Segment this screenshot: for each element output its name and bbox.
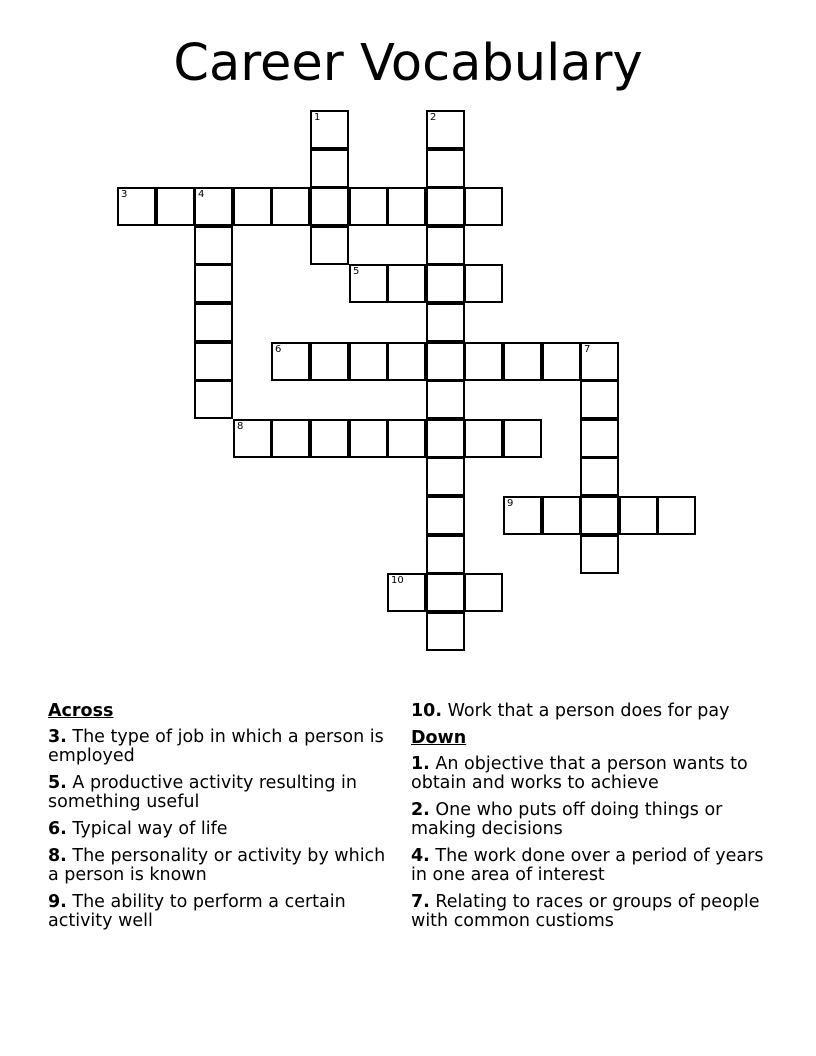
clue-down-1[interactable]: [411, 755, 781, 793]
grid-cell[interactable]: [271, 419, 310, 458]
grid-cell[interactable]: [426, 226, 465, 265]
grid-cell[interactable]: [271, 187, 310, 226]
grid-cell[interactable]: [349, 264, 388, 303]
grid-cell[interactable]: [503, 496, 542, 535]
cell-number: 2: [430, 112, 437, 123]
clue-number: 10.: [411, 701, 443, 721]
grid-cell[interactable]: [657, 496, 696, 535]
clue-number: 9.: [48, 892, 67, 912]
clue-text: A productive activity resulting in something useful: [48, 773, 357, 812]
grid-cell[interactable]: [426, 457, 465, 496]
grid-cell[interactable]: [194, 342, 233, 381]
grid-cell[interactable]: [503, 419, 542, 458]
cell-number: 10: [391, 575, 404, 586]
clue-number: 2.: [411, 800, 430, 820]
grid-cell[interactable]: [310, 226, 349, 265]
clue-across-9[interactable]: [48, 893, 393, 931]
grid-cell[interactable]: [426, 535, 465, 574]
grid-cell[interactable]: [387, 187, 426, 226]
grid-cell[interactable]: [542, 496, 581, 535]
down-heading: Down: [411, 728, 467, 748]
grid-cell[interactable]: [387, 342, 426, 381]
clue-down-4[interactable]: [411, 847, 781, 885]
clue-text: Typical way of life: [72, 819, 228, 839]
grid-cell[interactable]: [310, 110, 349, 149]
grid-cell[interactable]: [503, 342, 542, 381]
grid-cell[interactable]: [464, 264, 503, 303]
grid-cell[interactable]: [117, 187, 156, 226]
cell-number: 6: [275, 344, 282, 355]
grid-cell[interactable]: [310, 187, 349, 226]
grid-cell[interactable]: [580, 535, 619, 574]
across-heading: Across: [48, 701, 114, 721]
clue-text: Work that a person does for pay: [447, 701, 730, 721]
grid-cell[interactable]: [426, 149, 465, 188]
grid-cell[interactable]: [349, 187, 388, 226]
grid-cell[interactable]: [580, 496, 619, 535]
clue-across-6[interactable]: [48, 820, 393, 839]
clue-down-2[interactable]: [411, 801, 781, 839]
grid-cell[interactable]: [580, 342, 619, 381]
cell-number: 5: [353, 266, 360, 277]
grid-cell[interactable]: [194, 187, 233, 226]
clues-left-column: [48, 702, 393, 939]
grid-cell[interactable]: [233, 187, 272, 226]
grid-cell[interactable]: [426, 419, 465, 458]
cell-number: 8: [237, 421, 244, 432]
clue-number: 6.: [48, 819, 67, 839]
grid-cell[interactable]: [426, 573, 465, 612]
cell-number: 3: [121, 189, 128, 200]
clue-text: The work done over a period of years in one area of interest: [411, 846, 764, 885]
grid-cell[interactable]: [464, 419, 503, 458]
grid-cell[interactable]: [310, 419, 349, 458]
grid-cell[interactable]: [194, 380, 233, 419]
grid-cell[interactable]: [426, 110, 465, 149]
cell-number: 9: [507, 498, 514, 509]
grid-cell[interactable]: [194, 303, 233, 342]
grid-cell[interactable]: [349, 419, 388, 458]
grid-cell[interactable]: [464, 342, 503, 381]
clue-text: One who puts off doing things or making decisions: [411, 800, 723, 839]
grid-cell[interactable]: [619, 496, 658, 535]
grid-cell[interactable]: [426, 380, 465, 419]
clue-text: An objective that a person wants to obtain and works to achieve: [411, 754, 748, 793]
clue-number: 1.: [411, 754, 430, 774]
clue-across-3[interactable]: [48, 728, 393, 766]
clue-across-10[interactable]: [411, 702, 781, 721]
clues-right-column: [411, 702, 781, 939]
clue-text: The ability to perform a certain activity well: [48, 892, 346, 931]
clue-text: The personality or activity by which a person is known: [48, 846, 386, 885]
cell-number: 7: [584, 344, 591, 355]
clue-across-5[interactable]: [48, 774, 393, 812]
grid-cell[interactable]: [271, 342, 310, 381]
grid-cell[interactable]: [464, 573, 503, 612]
grid-cell[interactable]: [387, 573, 426, 612]
grid-cell[interactable]: [580, 419, 619, 458]
clue-number: 8.: [48, 846, 67, 866]
grid-cell[interactable]: [156, 187, 195, 226]
clue-across-8[interactable]: [48, 847, 393, 885]
grid-cell[interactable]: [580, 457, 619, 496]
grid-cell[interactable]: [426, 496, 465, 535]
grid-cell[interactable]: [310, 149, 349, 188]
grid-cell[interactable]: [387, 419, 426, 458]
grid-cell[interactable]: [426, 187, 465, 226]
grid-cell[interactable]: [233, 419, 272, 458]
grid-cell[interactable]: [194, 226, 233, 265]
grid-cell[interactable]: [426, 342, 465, 381]
grid-cell[interactable]: [310, 342, 349, 381]
grid-cell[interactable]: [426, 612, 465, 651]
clue-number: 4.: [411, 846, 430, 866]
clue-number: 7.: [411, 892, 430, 912]
grid-cell[interactable]: [426, 303, 465, 342]
grid-cell[interactable]: [464, 187, 503, 226]
grid-cell[interactable]: [426, 264, 465, 303]
puzzle-title: Career Vocabulary: [173, 34, 643, 93]
grid-cell[interactable]: [387, 264, 426, 303]
grid-cell[interactable]: [580, 380, 619, 419]
clue-down-7[interactable]: [411, 893, 781, 931]
cell-number: 1: [314, 112, 321, 123]
clue-text: Relating to races or groups of people with common custioms: [411, 892, 760, 931]
grid-cell[interactable]: [349, 342, 388, 381]
grid-cell[interactable]: [542, 342, 581, 381]
cell-number: 4: [198, 189, 205, 200]
clue-number: 3.: [48, 727, 67, 747]
clue-number: 5.: [48, 773, 67, 793]
clue-text: The type of job in which a person is employed: [48, 727, 384, 766]
grid-cell[interactable]: [194, 264, 233, 303]
